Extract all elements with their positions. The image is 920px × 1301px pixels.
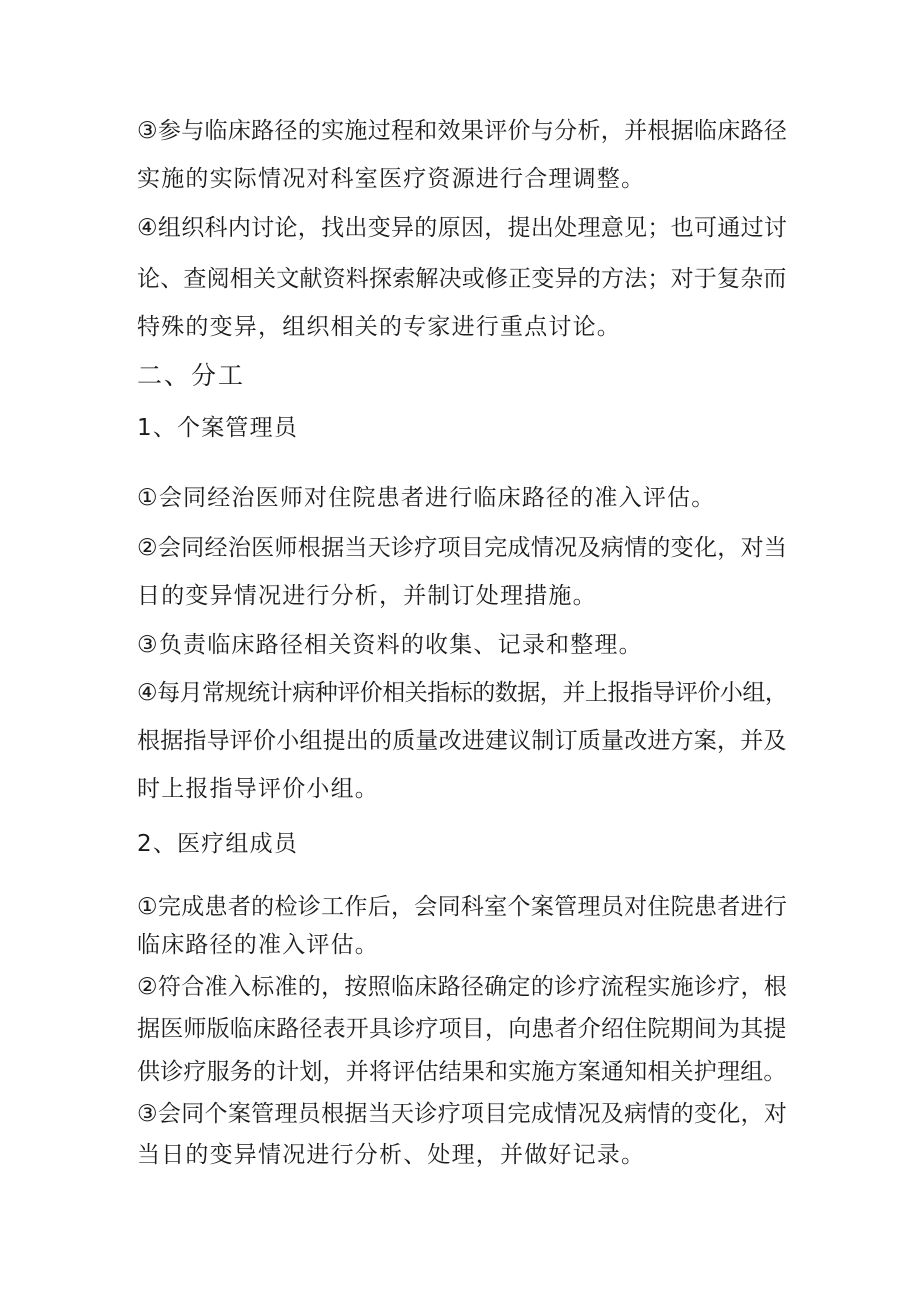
section-heading: 二、分工	[137, 361, 246, 390]
sub2-item3-line1: ③会同个案管理员根据当天诊疗项目完成情况及病情的变化，对	[137, 1101, 788, 1127]
sub1-item2-line2: 日的变异情况进行分析，并制订处理措施。	[137, 583, 597, 609]
intro-item3-line1: ③参与临床路径的实施过程和效果评价与分析，并根据临床路径	[137, 118, 788, 144]
intro-item4-line2: 论、查阅相关文献资料探索解决或修正变异的方法；对于复杂而	[137, 266, 787, 292]
sub2-item1-line1: ①完成患者的检诊工作后，会同科室个案管理员对住院患者进行	[137, 894, 788, 920]
sub1-item1-line1: ①会同经治医师对住院患者进行临床路径的准入评估。	[137, 485, 716, 511]
subsection2-title: 2、医疗组成员	[137, 831, 299, 857]
sub1-item4-line1: ④每月常规统计病种评价相关指标的数据，并上报指导评价小组，	[137, 680, 788, 706]
sub1-item2-line1: ②会同经治医师根据当天诊疗项目完成情况及病情的变化，对当	[137, 535, 788, 561]
sub1-item3-line1: ③负责临床路径相关资料的收集、记录和整理。	[137, 632, 643, 658]
intro-item4-line3: 特殊的变异，组织相关的专家进行重点讨论。	[137, 314, 621, 340]
sub2-item1-line2: 临床路径的准入评估。	[137, 932, 379, 958]
sub1-item4-line3: 时上报指导评价小组。	[137, 776, 379, 802]
sub2-item2-line2: 据医师版临床路径表开具诊疗项目，向患者介绍住院期间为其提	[137, 1016, 787, 1042]
intro-item3-line2: 实施的实际情况对科室医疗资源进行合理调整。	[137, 166, 646, 192]
sub2-item3-line2: 当日的变异情况进行分析、处理，并做好记录。	[137, 1142, 646, 1168]
sub2-item2-line1: ②符合准入标准的，按照临床路径确定的诊疗流程实施诊疗，根	[137, 974, 788, 1000]
subsection1-title: 1、个案管理员	[137, 415, 299, 441]
sub1-item4-line2: 根据指导评价小组提出的质量改进建议制订质量改进方案，并及	[137, 728, 787, 754]
intro-item4-line1: ④组织科内讨论，找出变异的原因，提出处理意见；也可通过讨	[137, 215, 788, 241]
sub2-item2-line3: 供诊疗服务的计划，并将评估结果和实施方案通知相关护理组。	[137, 1059, 787, 1085]
